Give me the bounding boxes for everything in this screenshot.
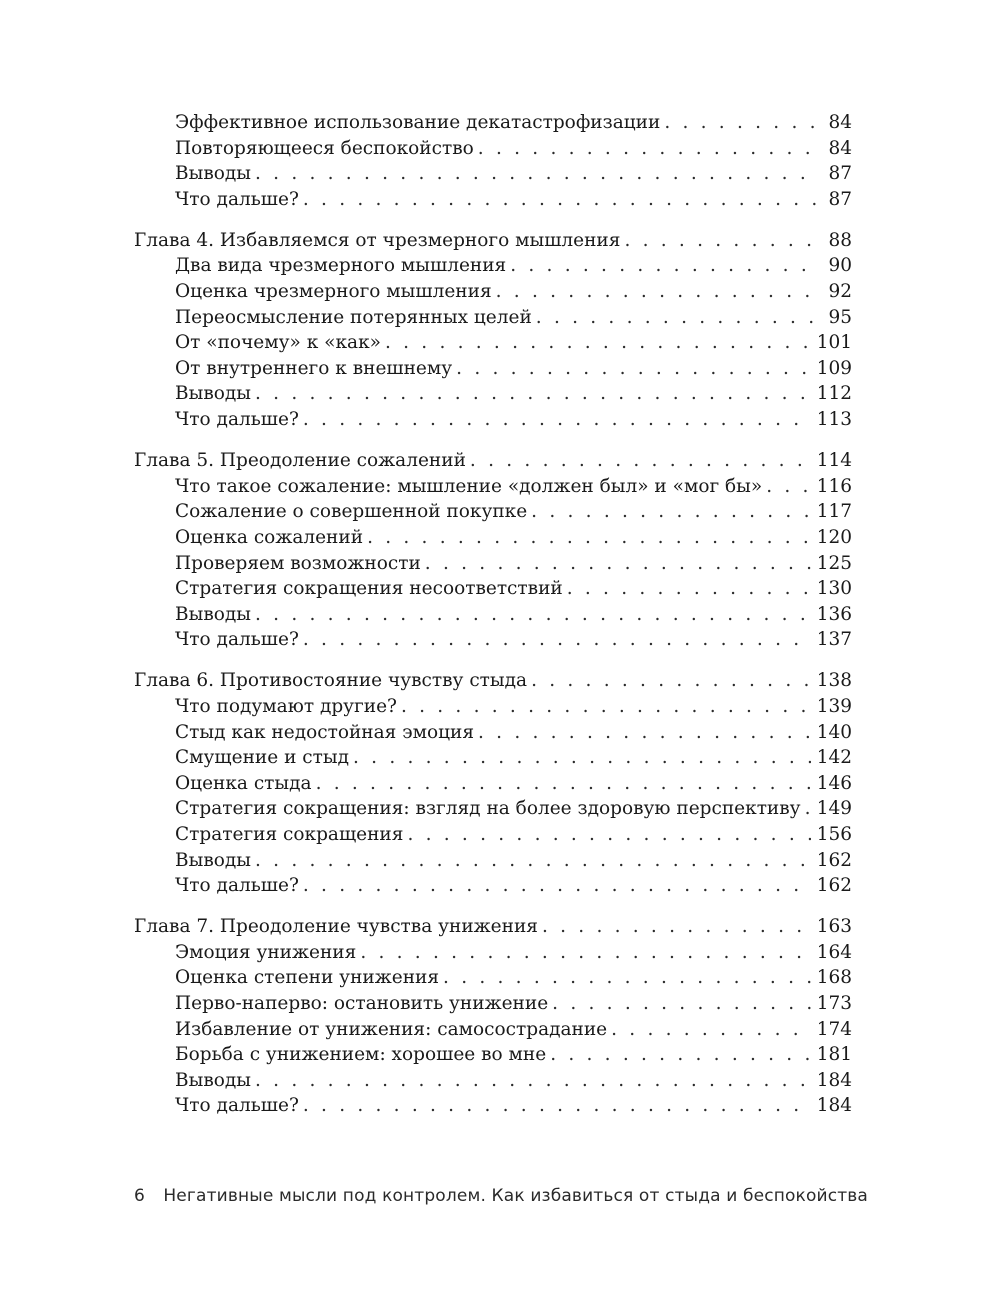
toc-entry-page: 84 [828,137,852,159]
dot-leader [367,525,811,551]
dot-leader [385,330,811,356]
dot-leader [542,914,811,940]
toc-entry-title: Выводы [175,161,255,187]
dot-leader [401,694,811,720]
dot-leader [425,551,811,577]
toc-entry [134,279,852,305]
toc-entry-page: 162 [816,849,852,871]
chapter-section [134,914,852,1119]
toc-entry [134,1042,852,1068]
dot-leader [531,499,811,525]
toc-entry-title: Эмоция унижения [175,940,360,966]
toc-entry-title: Что дальше? [175,873,303,899]
dot-leader [255,161,818,187]
toc-entry-title: Сожаление о совершенной покупке [175,499,531,525]
dot-leader [255,602,811,628]
toc-entry-page: 92 [828,281,852,303]
toc-entry [134,1068,852,1094]
toc-entry [134,356,852,382]
toc-entry-title: От «почему» к «как» [175,330,385,356]
toc-entry-title: Эффективное использование декатастрофизации [175,110,664,136]
toc-entry-title: Стратегия сокращения [175,822,407,848]
toc-entry-title: Выводы [175,381,255,407]
toc-entry [134,576,852,602]
toc-entry-title: Перво-наперво: остановить унижение [175,991,552,1017]
toc-entry-page: 142 [816,747,852,769]
toc-entry-page: 174 [816,1018,852,1040]
chapter-heading [134,448,852,474]
toc-entry-title: Избавление от унижения: самосострадание [175,1017,611,1043]
dot-leader [303,1093,811,1119]
toc-entry [134,796,852,822]
toc-entry-page: 162 [816,875,852,897]
toc-entry-title: Что дальше? [175,627,303,653]
chapter-heading [134,914,852,940]
toc-entry [134,1017,852,1043]
dot-leader [478,720,811,746]
toc-entry-page: 168 [816,967,852,989]
chapter-title: Глава 5. Преодоление сожалений [134,448,470,474]
dot-leader [510,253,818,279]
toc-entry-title: Стратегия сокращения несоответствий [175,576,567,602]
toc-entry [134,136,852,162]
toc-entry-page: 139 [816,695,852,717]
toc-entry [134,873,852,899]
toc-entry-page: 87 [828,188,852,210]
toc-entry-title: Оценка степени унижения [175,965,443,991]
toc-entry-title: Оценка чрезмерного мышления [175,279,496,305]
toc-entry [134,848,852,874]
toc-entry [134,499,852,525]
toc-entry-title: Выводы [175,1068,255,1094]
chapter-page: 114 [816,450,852,472]
chapter-page: 163 [816,916,852,938]
toc-entry-page: 90 [828,255,852,277]
toc-entry-title: Выводы [175,848,255,874]
toc-entry-page: 87 [828,163,852,185]
page-number: 6 [134,1186,145,1206]
dot-leader [303,627,811,653]
toc-entry-page: 156 [816,823,852,845]
dot-leader [443,965,811,991]
toc-entry-title: Два вида чрезмерного мышления [175,253,510,279]
toc-entry-title: Оценка стыда [175,771,316,797]
toc-entry-page: 130 [816,578,852,600]
dot-leader [552,991,811,1017]
dot-leader [496,279,818,305]
toc-entry-title: Что дальше? [175,407,303,433]
dot-leader [255,1068,811,1094]
dot-leader [536,305,818,331]
toc-entry-page: 125 [816,552,852,574]
toc-entry-page: 116 [816,475,852,497]
toc-entry-page: 117 [816,501,852,523]
toc-entry-title: Что дальше? [175,1093,303,1119]
toc-entry-title: Смущение и стыд [175,745,353,771]
toc-entry-page: 112 [816,383,852,405]
toc-entry [134,161,852,187]
toc-entry-title: Переосмысление потерянных целей [175,305,536,331]
toc-entry [134,474,852,500]
dot-leader [303,407,811,433]
dot-leader [360,940,810,966]
table-of-contents [134,110,852,1119]
toc-entry [134,991,852,1017]
toc-entry-page: 136 [816,603,852,625]
toc-entry-title: Что такое сожаление: мышление «должен был» и «мог бы» [175,474,766,500]
toc-entry-title: Проверяем возможности [175,551,425,577]
chapter-title: Глава 4. Избавляемся от чрезмерного мышления [134,228,624,254]
toc-entry [134,381,852,407]
dot-leader [407,822,810,848]
toc-entry [134,745,852,771]
toc-entry-page: 184 [816,1069,852,1091]
toc-entry-page: 113 [816,409,852,431]
dot-leader [353,745,811,771]
chapter-section [134,668,852,898]
running-title: Негативные мысли под контролем. Как избавиться от стыда и беспокойства [163,1186,868,1206]
toc-entry [134,822,852,848]
toc-entry-page: 95 [828,306,852,328]
chapter-page: 88 [828,229,852,251]
toc-entry [134,187,852,213]
continued-section [134,110,852,212]
dot-leader [531,668,811,694]
toc-entry-page: 184 [816,1095,852,1117]
toc-entry-title: Выводы [175,602,255,628]
chapter-title: Глава 7. Преодоление чувства унижения [134,914,542,940]
toc-entry-title: Борьба с унижением: хорошее во мне [175,1042,550,1068]
toc-entry-title: Стратегия сокращения: взгляд на более здоровую перспективу [175,796,805,822]
chapter-section [134,448,852,653]
toc-entry-page: 140 [816,721,852,743]
toc-entry-page: 120 [816,526,852,548]
toc-entry [134,407,852,433]
chapter-section [134,228,852,433]
dot-leader [456,356,811,382]
toc-entry-title: Что дальше? [175,187,303,213]
toc-entry [134,551,852,577]
toc-entry-page: 137 [816,629,852,651]
toc-entry-page: 164 [816,941,852,963]
dot-leader [303,873,811,899]
dot-leader [664,110,818,136]
toc-entry [134,694,852,720]
dot-leader [624,228,818,254]
toc-entry-page: 149 [816,798,852,820]
dot-leader [470,448,811,474]
chapter-title: Глава 6. Противостояние чувству стыда [134,668,531,694]
chapter-heading [134,228,852,254]
toc-entry-title: От внутреннего к внешнему [175,356,456,382]
toc-entry-page: 146 [816,772,852,794]
toc-entry-title: Что подумают другие? [175,694,401,720]
dot-leader [550,1042,810,1068]
toc-entry [134,965,852,991]
toc-entry-title: Оценка сожалений [175,525,367,551]
page-footer [134,1186,868,1214]
toc-entry [134,253,852,279]
dot-leader [611,1017,811,1043]
toc-entry [134,305,852,331]
toc-entry-page: 109 [816,357,852,379]
toc-entry [134,330,852,356]
toc-entry [134,771,852,797]
dot-leader [478,136,818,162]
chapter-heading [134,668,852,694]
toc-entry-page: 101 [816,332,852,354]
toc-entry-title: Стыд как недостойная эмоция [175,720,478,746]
dot-leader [255,381,811,407]
toc-entry [134,720,852,746]
dot-leader [766,474,810,500]
dot-leader [316,771,811,797]
chapter-page: 138 [816,670,852,692]
toc-entry [134,627,852,653]
dot-leader [255,848,811,874]
toc-entry [134,940,852,966]
toc-entry-title: Повторяющееся беспокойство [175,136,478,162]
toc-entry [134,602,852,628]
toc-entry-page: 181 [816,1044,852,1066]
toc-entry [134,525,852,551]
toc-entry-page: 173 [816,993,852,1014]
toc-entry [134,1093,852,1119]
toc-entry-page: 84 [828,112,852,133]
dot-leader [303,187,818,213]
dot-leader [567,576,811,602]
toc-entry [134,110,852,136]
